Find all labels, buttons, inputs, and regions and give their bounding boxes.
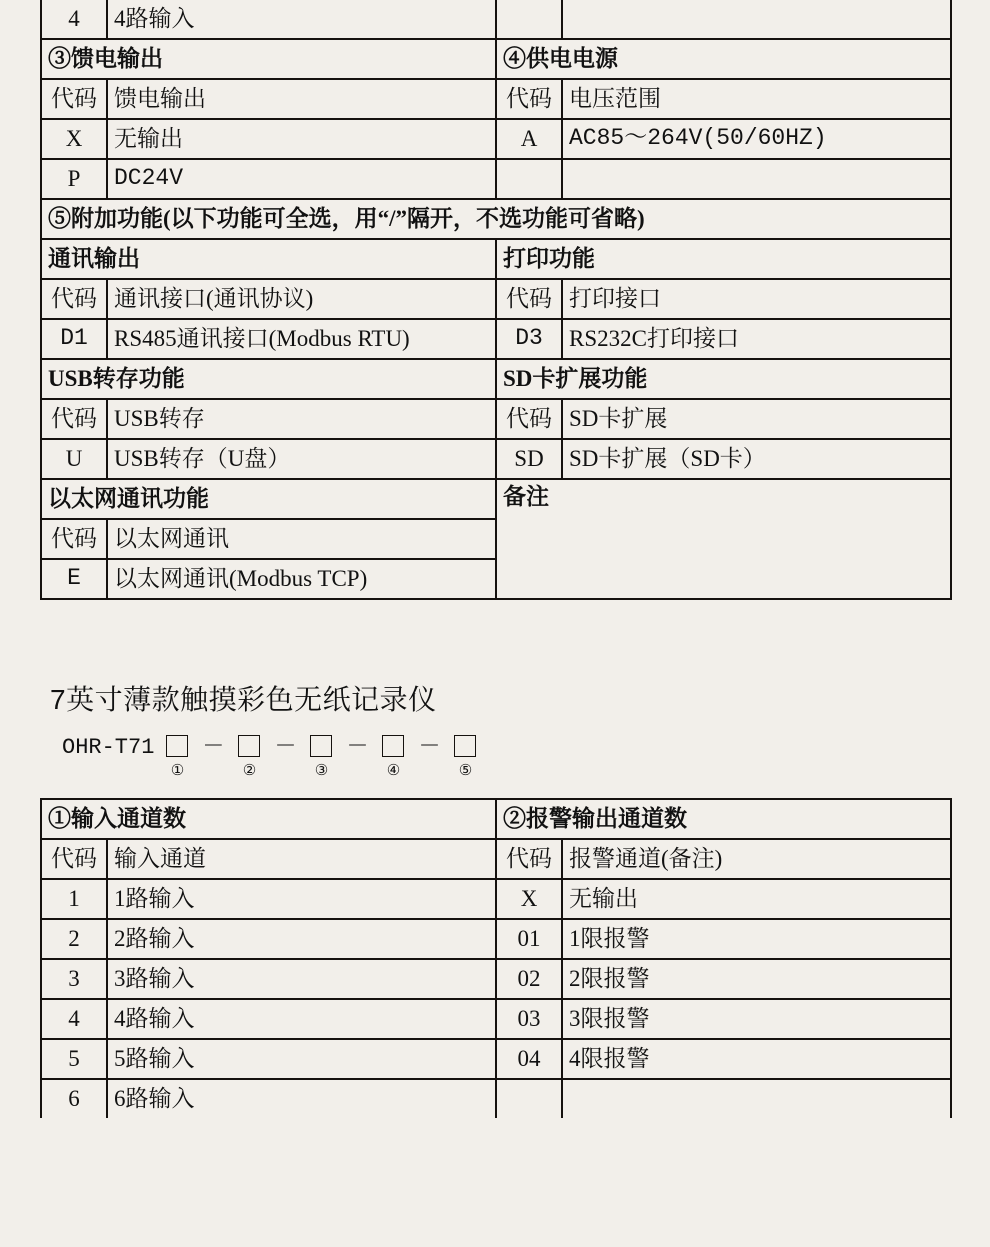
table-row: [41, 959, 951, 999]
spec-table-bottom: [40, 798, 952, 1118]
cell-code: 6: [41, 1079, 107, 1118]
cell-label: USB转存（U盘）: [107, 439, 496, 479]
cell-right-label: AC85～264V(50/60HZ): [562, 119, 951, 159]
table-row: [41, 439, 951, 479]
table-row: [41, 1079, 951, 1118]
group-title-right: 备注: [496, 479, 951, 599]
group-title-left: 以太网通讯功能: [41, 479, 496, 519]
model-dash: －: [418, 735, 441, 760]
model-slot-box: [454, 735, 476, 757]
cell-label: 4路输入: [107, 999, 496, 1039]
table-row: [41, 159, 951, 199]
cell-code: P: [41, 159, 107, 199]
col-label-left: 以太网通讯: [107, 519, 496, 559]
cell-right-label: [562, 159, 951, 199]
cell-right-code: 02: [496, 959, 562, 999]
col-code-right: 代码: [496, 399, 562, 439]
col-code-left: 代码: [41, 839, 107, 879]
cell-right-code: [496, 1079, 562, 1118]
group-title-left: USB转存功能: [41, 359, 496, 399]
col-code-right: 代码: [496, 279, 562, 319]
model-prefix: OHR-T71: [62, 735, 155, 760]
table-row: [41, 319, 951, 359]
group-title-left: 通讯输出: [41, 239, 496, 279]
cell-right-code: A: [496, 119, 562, 159]
cell-code: U: [41, 439, 107, 479]
cell-right-label: 4限报警: [562, 1039, 951, 1079]
col-code-4: 代码: [496, 79, 562, 119]
section-header-row: [41, 199, 951, 239]
cell-code: 2: [41, 919, 107, 959]
model-dash: －: [274, 735, 297, 760]
cell-right-label: 3限报警: [562, 999, 951, 1039]
column-header-row: [41, 279, 951, 319]
column-header-row: [41, 839, 951, 879]
section-header-row: [41, 799, 951, 839]
cell-code: D1: [41, 319, 107, 359]
section-5-title: ⑤附加功能(以下功能可全选，用“/”隔开，不选功能可省略): [41, 199, 951, 239]
cell-label: 无输出: [107, 119, 496, 159]
model-slot-marker: ③: [314, 762, 329, 779]
cell-right-code: 04: [496, 1039, 562, 1079]
cell-label: 6路输入: [107, 1079, 496, 1118]
model-slot-box: [382, 735, 404, 757]
column-header-row: [41, 399, 951, 439]
model-slot-3: [298, 732, 344, 779]
group-header-row: [41, 479, 951, 519]
model-slot-5: [442, 732, 488, 779]
cell-right-code: SD: [496, 439, 562, 479]
col-code-right: 代码: [496, 839, 562, 879]
cell-code: 1: [41, 879, 107, 919]
group-header-row: [41, 239, 951, 279]
cell-code: 4: [41, 999, 107, 1039]
model-dash: －: [202, 735, 225, 760]
cell-label: 3路输入: [107, 959, 496, 999]
col-code-left: 代码: [41, 519, 107, 559]
section-2-title: ②报警输出通道数: [496, 799, 951, 839]
table-row: [41, 879, 951, 919]
cell-right-label: [562, 1079, 951, 1118]
cell-code: 5: [41, 1039, 107, 1079]
col-code-3: 代码: [41, 79, 107, 119]
table-row: [41, 919, 951, 959]
col-label-left: 通讯接口(通讯协议): [107, 279, 496, 319]
table-row: [41, 999, 951, 1039]
cell-code: X: [41, 119, 107, 159]
col-label-left: 输入通道: [107, 839, 496, 879]
cell-right-code: X: [496, 879, 562, 919]
group-header-row: [41, 359, 951, 399]
cell-right-code: [496, 0, 562, 39]
model-slot-marker: ①: [170, 762, 185, 779]
cell-label: 以太网通讯(Modbus TCP): [107, 559, 496, 599]
col-label-left: USB转存: [107, 399, 496, 439]
section-1-title: ①输入通道数: [41, 799, 496, 839]
cell-right-code: 01: [496, 919, 562, 959]
cell-label: 4路输入: [107, 0, 496, 39]
model-slot-marker: ⑤: [458, 762, 473, 779]
cell-right-label: 无输出: [562, 879, 951, 919]
model-code-line: [62, 732, 950, 788]
section-3-title: ③馈电输出: [41, 39, 496, 79]
model-slot-box: [310, 735, 332, 757]
section-4-title: ④供电电源: [496, 39, 951, 79]
cell-code: 3: [41, 959, 107, 999]
table-row: [41, 1039, 951, 1079]
column-header-row: [41, 79, 951, 119]
model-slot-box: [166, 735, 188, 757]
model-slot-marker: ②: [242, 762, 257, 779]
col-label-right: SD卡扩展: [562, 399, 951, 439]
page-title: 7英寸薄款触摸彩色无纸记录仪: [50, 684, 437, 715]
model-slot-1: [154, 732, 200, 779]
group-title-right: SD卡扩展功能: [496, 359, 951, 399]
cell-right-code: 03: [496, 999, 562, 1039]
cell-label: 5路输入: [107, 1039, 496, 1079]
table-row: [41, 0, 951, 39]
cell-right-label: 2限报警: [562, 959, 951, 999]
cell-right-label: RS232C打印接口: [562, 319, 951, 359]
model-slot-4: [370, 732, 416, 779]
cell-label: RS485通讯接口(Modbus RTU): [107, 319, 496, 359]
model-slot-2: [226, 732, 272, 779]
cell-label: 2路输入: [107, 919, 496, 959]
cell-code: E: [41, 559, 107, 599]
table-row: [41, 119, 951, 159]
model-slot-box: [238, 735, 260, 757]
section-gap: [40, 600, 950, 678]
section-header-row: [41, 39, 951, 79]
col-label-3: 馈电输出: [107, 79, 496, 119]
cell-code: 4: [41, 0, 107, 39]
col-label-right: 打印接口: [562, 279, 951, 319]
cell-label: 1路输入: [107, 879, 496, 919]
col-label-right: 报警通道(备注): [562, 839, 951, 879]
cell-right-code: [496, 159, 562, 199]
cell-right-label: 1限报警: [562, 919, 951, 959]
col-label-4: 电压范围: [562, 79, 951, 119]
col-code-left: 代码: [41, 399, 107, 439]
cell-right-label: SD卡扩展（SD卡）: [562, 439, 951, 479]
cell-right-code: D3: [496, 319, 562, 359]
col-code-left: 代码: [41, 279, 107, 319]
cell-label: DC24V: [107, 159, 496, 199]
spec-table-top: [40, 0, 952, 600]
model-dash: －: [346, 735, 369, 760]
group-title-right: 打印功能: [496, 239, 951, 279]
model-slot-marker: ④: [386, 762, 401, 779]
cell-right-label: [562, 0, 951, 39]
